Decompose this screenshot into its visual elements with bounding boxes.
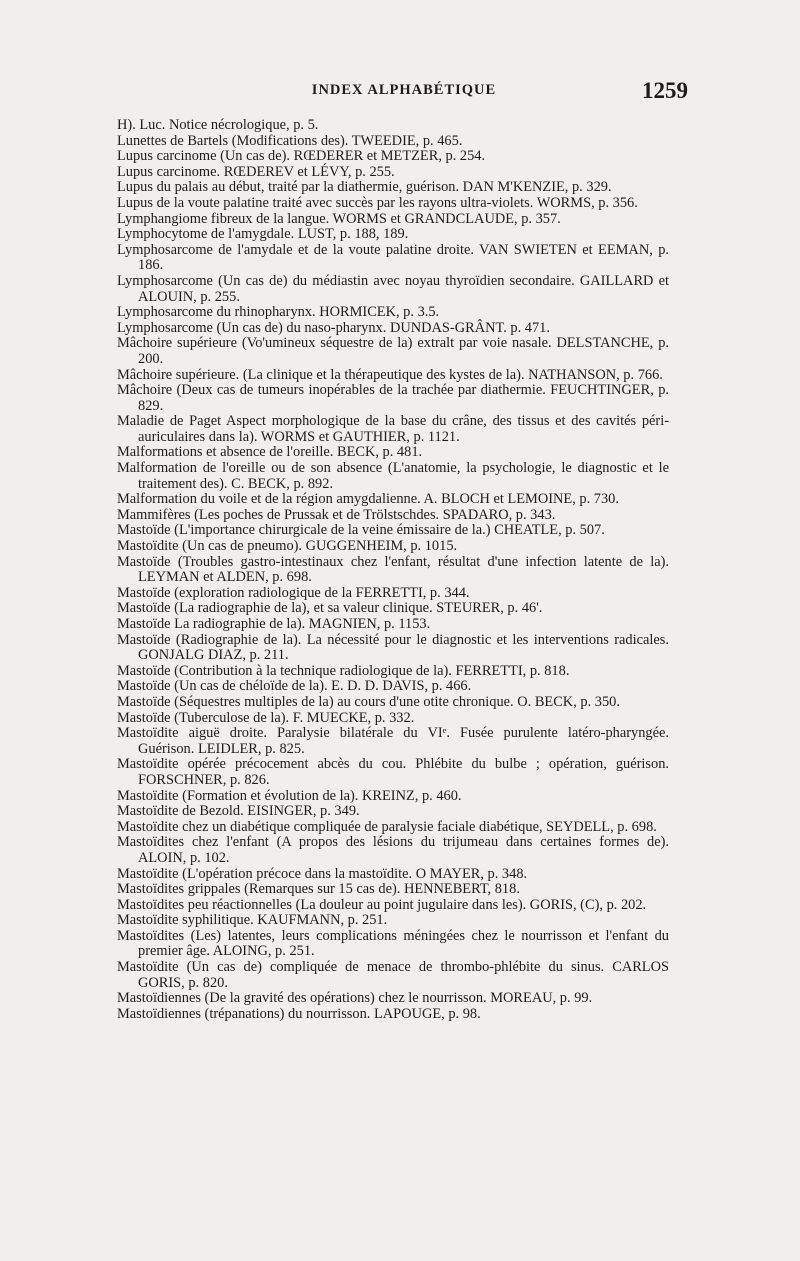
page-header [120, 78, 688, 112]
index-entry: Mastoïdites chez l'enfant (A propos des lésions du trijumeau dans certaines formes de). ALOIN, p. 102. [117, 834, 669, 866]
index-entry: Lunettes de Bartels (Modifications des). TWEEDIE, p. 465. [117, 132, 463, 149]
index-entry: Malformations et absence de l'oreille. BECK, p. 481. [117, 444, 423, 461]
index-entry: Mâchoire (Deux cas de tumeurs inopérables de la trachée par diathermie. FEUCHTINGER, p. 829. [117, 382, 669, 414]
index-entry: Mastoïdite aiguë droite. Paralysie bilatérale du VIᵉ. Fusée purulente latéro-pharyngée. Guérison. LEIDLER, p. 825. [117, 725, 669, 757]
index-entry: Lymphosarcome (Un cas de) du naso-pharynx. DUNDAS-GRÂNT. p. 471. [117, 319, 550, 336]
index-entry: Mâchoire supérieure (Vo'umineux séquestre de la) extralt par voie nasale. DELSTANCHE, p. 200. [117, 335, 669, 367]
page-number: 1259 [642, 78, 688, 103]
index-entry: Mâchoire supérieure. (La clinique et la thérapeutique des kystes de la). NATHANSON, p. 766. [117, 366, 663, 383]
index-entry: Lupus carcinome. RŒDEREV et LÉVY, p. 255. [117, 163, 395, 180]
index-entry: Mastoïdite opérée précocement abcès du cou. Phlébite du bulbe ; opération, guérison. FORSCHNER, p. 826. [117, 756, 669, 788]
index-entry: Malformation de l'oreille ou de son absence (L'anatomie, la psychologie, le diagnostic et le traitement des). C. BECK, p. 892. [117, 460, 669, 492]
index-entry: Mammifères (Les poches de Prussak et de Trölstschdes. SPADARO, p. 343. [117, 506, 556, 523]
index-entry: Mastoïde (Tuberculose de la). F. MUECKE, p. 332. [117, 709, 415, 726]
index-entry: Lupus de la voute palatine traité avec succès par les rayons ultra-violets. WORMS, p. 356. [117, 194, 638, 211]
index-entry: Mastoïde La radiographie de la). MAGNIEN, p. 1153. [117, 616, 431, 632]
index-entry: Mastoïdite (Un cas de) compliquée de menace de thrombo-phlébite du sinus. CARLOS GORIS, p. 820. [117, 959, 669, 991]
index-entry: Mastoïdiennes (trépanations) du nourrisson. LAPOUGE, p. 98. [117, 1005, 481, 1022]
index-entry: Mastoïde (Troubles gastro-intestinaux chez l'enfant, résultat d'une infection latente de la). LEYMAN et ALDEN, p. 698. [117, 553, 669, 586]
index-entry: H). Luc. Notice nécrologique, p. 5. [117, 117, 319, 133]
index-entry: Mastoïde (Séquestres multiples de la) au cours d'une otite chronique. O. BECK, p. 350. [117, 693, 620, 710]
index-entry: Lymphangiome fibreux de la langue. WORMS et GRANDCLAUDE, p. 357. [117, 210, 561, 227]
index-entry: Lymphocytome de l'amygdale. LUST, p. 188, 189. [117, 226, 409, 243]
index-entry: Mastoïde (La radiographie de la), et sa valeur clinique. STEURER, p. 46'. [117, 600, 543, 617]
index-entry: Mastoïde (L'importance chirurgicale de la veine émissaire de la.) CHEATLE, p. 507. [117, 522, 605, 539]
index-entry: Mastoïdite (Formation et évolution de la). KREINZ, p. 460. [117, 787, 462, 804]
index-entry: Mastoïde (Contribution à la technique radiologique de la). FERRETTI, p. 818. [117, 662, 570, 679]
index-entry: Lymphosarcome (Un cas de) du médiastin avec noyau thyroïdien secondaire. GAILLARD et ALOUIN, p. 255. [117, 272, 669, 305]
index-entry: Mastoïdiennes (De la gravité des opérations) chez le nourrisson. MOREAU, p. 99. [117, 990, 593, 1007]
index-entry: Mastoïdite (Un cas de pneumo). GUGGENHEIM, p. 1015. [117, 538, 458, 555]
index-entry: Mastoïdites (Les) latentes, leurs complications méningées chez le nourrisson et l'enfant du premier âge. ALOING, p. 251. [117, 927, 669, 960]
index-entry: Mastoïdites peu réactionnelles (La douleur au point jugulaire dans les). GORIS, (C), p. 202. [117, 896, 647, 913]
index-entry: Mastoïde (exploration radiologique de la FERRETTI, p. 344. [117, 584, 470, 601]
index-entry: Mastoïdite (L'opération précoce dans la mastoïdite. O MAYER, p. 348. [117, 865, 528, 882]
index-entry: Mastoïde (Radiographie de la). La nécessité pour le diagnostic et les interventions radicales. GONJALG DIAZ, p. 211. [117, 631, 669, 664]
index-entry: Lymphosarcome de l'amydale et de la voute palatine droite. VAN SWIETEN et EEMAN, p. 186. [117, 241, 669, 274]
running-title: INDEX ALPHABÉTIQUE [311, 82, 497, 98]
index-entry: Mastoïdites grippales (Remarques sur 15 cas de). HENNEBERT, 818. [117, 881, 520, 898]
index-entry: Mastoïdite de Bezold. EISINGER, p. 349. [117, 803, 360, 820]
index-entry: Lupus carcinome (Un cas de). RŒDERER et METZER, p. 254. [117, 148, 486, 165]
index-entry: Mastoïdite chez un diabétique compliquée de paralysie faciale diabétique, SEYDELL, p. 698. [117, 818, 657, 835]
index-entry: Lupus du palais au début, traité par la diathermie, guérison. DAN M'KENZIE, p. 329. [117, 179, 612, 196]
index-entry: Maladie de Paget Aspect morphologique de la base du crâne, des tissus et des cavités péri-auriculaires dans la). WORMS et GAUTHIER, p. 1121. [117, 413, 669, 445]
index-entries [117, 118, 669, 1022]
index-entry: Mastoïde (Un cas de chéloïde de la). E. D. D. DAVIS, p. 466. [117, 678, 472, 695]
index-entry: Mastoïdite syphilitique. KAUFMANN, p. 251. [117, 912, 388, 929]
index-entry: Lymphosarcome du rhinopharynx. HORMICEK, p. 3.5. [117, 304, 440, 321]
index-entry: Malformation du voile et de la région amygdalienne. A. BLOCH et LEMOINE, p. 730. [117, 491, 619, 508]
